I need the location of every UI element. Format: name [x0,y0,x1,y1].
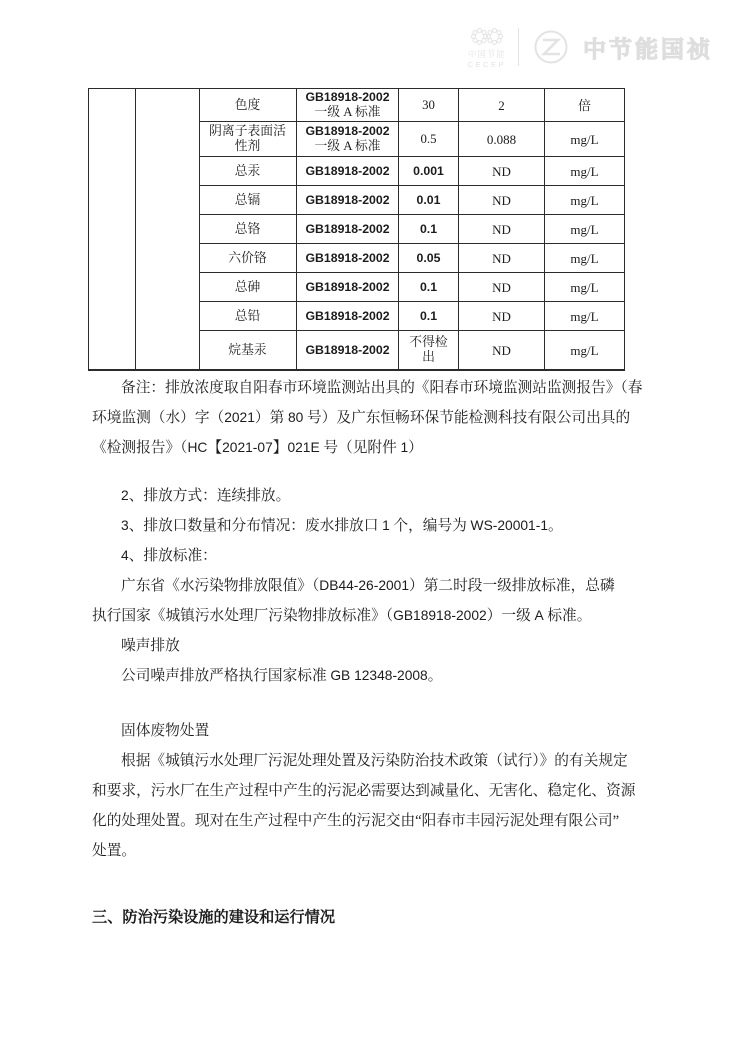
cell-limit-value: 0.001 [398,157,458,185]
table-row [199,331,624,369]
table-row [199,89,624,122]
cell-measured-value: ND [458,157,544,185]
cell-measured-value: 2 [458,89,544,121]
cell-measured-value: ND [458,186,544,214]
text-line: 备注：排放浓度取自阳春市环境监测站出具的《阳春市环境监测站监测报告》（春 [121,380,643,396]
table-rows [199,89,624,369]
text-line: 处置。 [92,843,137,859]
cell-unit: mg/L [544,122,624,156]
text-line: 广东省《水污染物排放限值》（DB44-26-2001）第二时段一级排放标准，总磷 [121,578,615,594]
table-row [199,186,624,215]
cell-limit-value: 0.1 [398,302,458,330]
text-line: 3、排放口数量和分布情况：废水排放口 1 个，编号为 WS-20001-1。 [121,518,563,534]
cell-standard: GB18918-2002 [296,244,398,272]
text-line: 执行国家《城镇污水处理厂污染物排放标准》（GB18918-2002）一级 A 标准。 [92,608,592,624]
cell-unit: mg/L [544,244,624,272]
table-row [199,273,624,302]
cell-measured-value: ND [458,302,544,330]
table-row [199,302,624,331]
cell-standard: GB18918-2002 [296,215,398,243]
cell-measured-value: ND [458,215,544,243]
cell-standard: GB18918-2002 [296,157,398,185]
text-line: 和要求，污水厂在生产过程中产生的污泥必需要达到减量化、无害化、稳定化、资源 [92,783,636,799]
cell-limit-value: 0.01 [398,186,458,214]
cell-unit: mg/L [544,302,624,330]
cell-parameter: 阴离子表面活性剂 [209,124,286,153]
cell-measured-value: ND [458,244,544,272]
cell-unit: mg/L [544,331,624,369]
cell-unit: mg/L [544,186,624,214]
table-merged-column-line-1 [135,89,136,369]
section-heading: 三、防治污染设施的建设和运行情况 [92,909,335,926]
text-line: 固体废物处置 [121,723,210,739]
text-line: 公司噪声排放严格执行国家标准 GB 12348-2008。 [121,668,443,684]
table-row [199,122,624,157]
document-body [92,373,654,929]
cell-unit: mg/L [544,157,624,185]
solid-waste-paragraph [92,716,654,866]
brand-title: 中节能国祯 [583,35,713,62]
cell-standard: GB18918-2002 [296,273,398,301]
text-line: 噪声排放 [121,638,180,654]
guozhen-logo [531,27,571,67]
cell-limit-value: 0.1 [398,215,458,243]
monitoring-results-table [88,88,625,371]
cecep-logo [468,26,506,68]
text-line: 2、排放方式：连续排放。 [121,488,291,504]
cell-unit: 倍 [544,89,624,121]
cell-measured-value: ND [458,273,544,301]
cell-limit-value: 0.1 [398,273,458,301]
guozhen-circle-z-icon [531,27,571,67]
text-line: 根据《城镇污水处理厂污泥处理处置及污染防治技术政策（试行）》的有关规定 [121,753,628,769]
cecep-name-cn: 中国节能 [467,49,506,59]
cell-parameter: 六价铬 [228,250,267,265]
table-row [199,244,624,273]
page-header [468,26,713,68]
cell-standard: GB18918-2002 [296,302,398,330]
table-row [199,157,624,186]
cell-parameter: 总汞 [234,163,261,178]
cell-limit-value: 30 [398,89,458,121]
cell-limit-value: 不得检出 [398,331,458,369]
cell-unit: mg/L [544,273,624,301]
cell-parameter: 总铅 [234,308,261,323]
cell-limit-value: 0.5 [398,122,458,156]
logo-divider [518,28,519,66]
cell-standard: GB18918-2002 [296,331,398,369]
text-line: 化的处理处置。现对在生产过程中产生的污泥交由“阳春市丰园污泥处理有限公司” [92,813,620,829]
text-line: 环境监测（水）字（2021）第 80 号）及广东恒畅环保节能检测科技有限公司出具的 [92,410,631,426]
cell-measured-value: ND [458,331,544,369]
cell-standard: GB18918-2002 一级 A 标准 [296,122,398,156]
cell-parameter: 烷基汞 [228,342,267,357]
cell-unit: mg/L [544,215,624,243]
cell-limit-value: 0.05 [398,244,458,272]
cell-parameter: 总镉 [234,192,261,207]
items-paragraphs [92,481,654,691]
cell-standard: GB18918-2002 一级 A 标准 [296,89,398,121]
cell-measured-value: 0.088 [458,122,544,156]
table-row [199,215,624,244]
cecep-name-en: CECEP [467,59,506,69]
cell-parameter: 总铬 [234,221,261,236]
cell-parameter: 色度 [234,97,261,112]
text-line: 4、排放标准： [121,548,217,564]
cell-standard: GB18918-2002 [296,186,398,214]
table-merged-column-line-2 [199,89,200,369]
text-line: 《检测报告》（HC【2021-07】021E 号（见附件 1） [92,440,423,456]
cecep-flower-icon [469,26,505,47]
notes-paragraph [92,373,654,463]
cell-parameter: 总砷 [234,279,261,294]
